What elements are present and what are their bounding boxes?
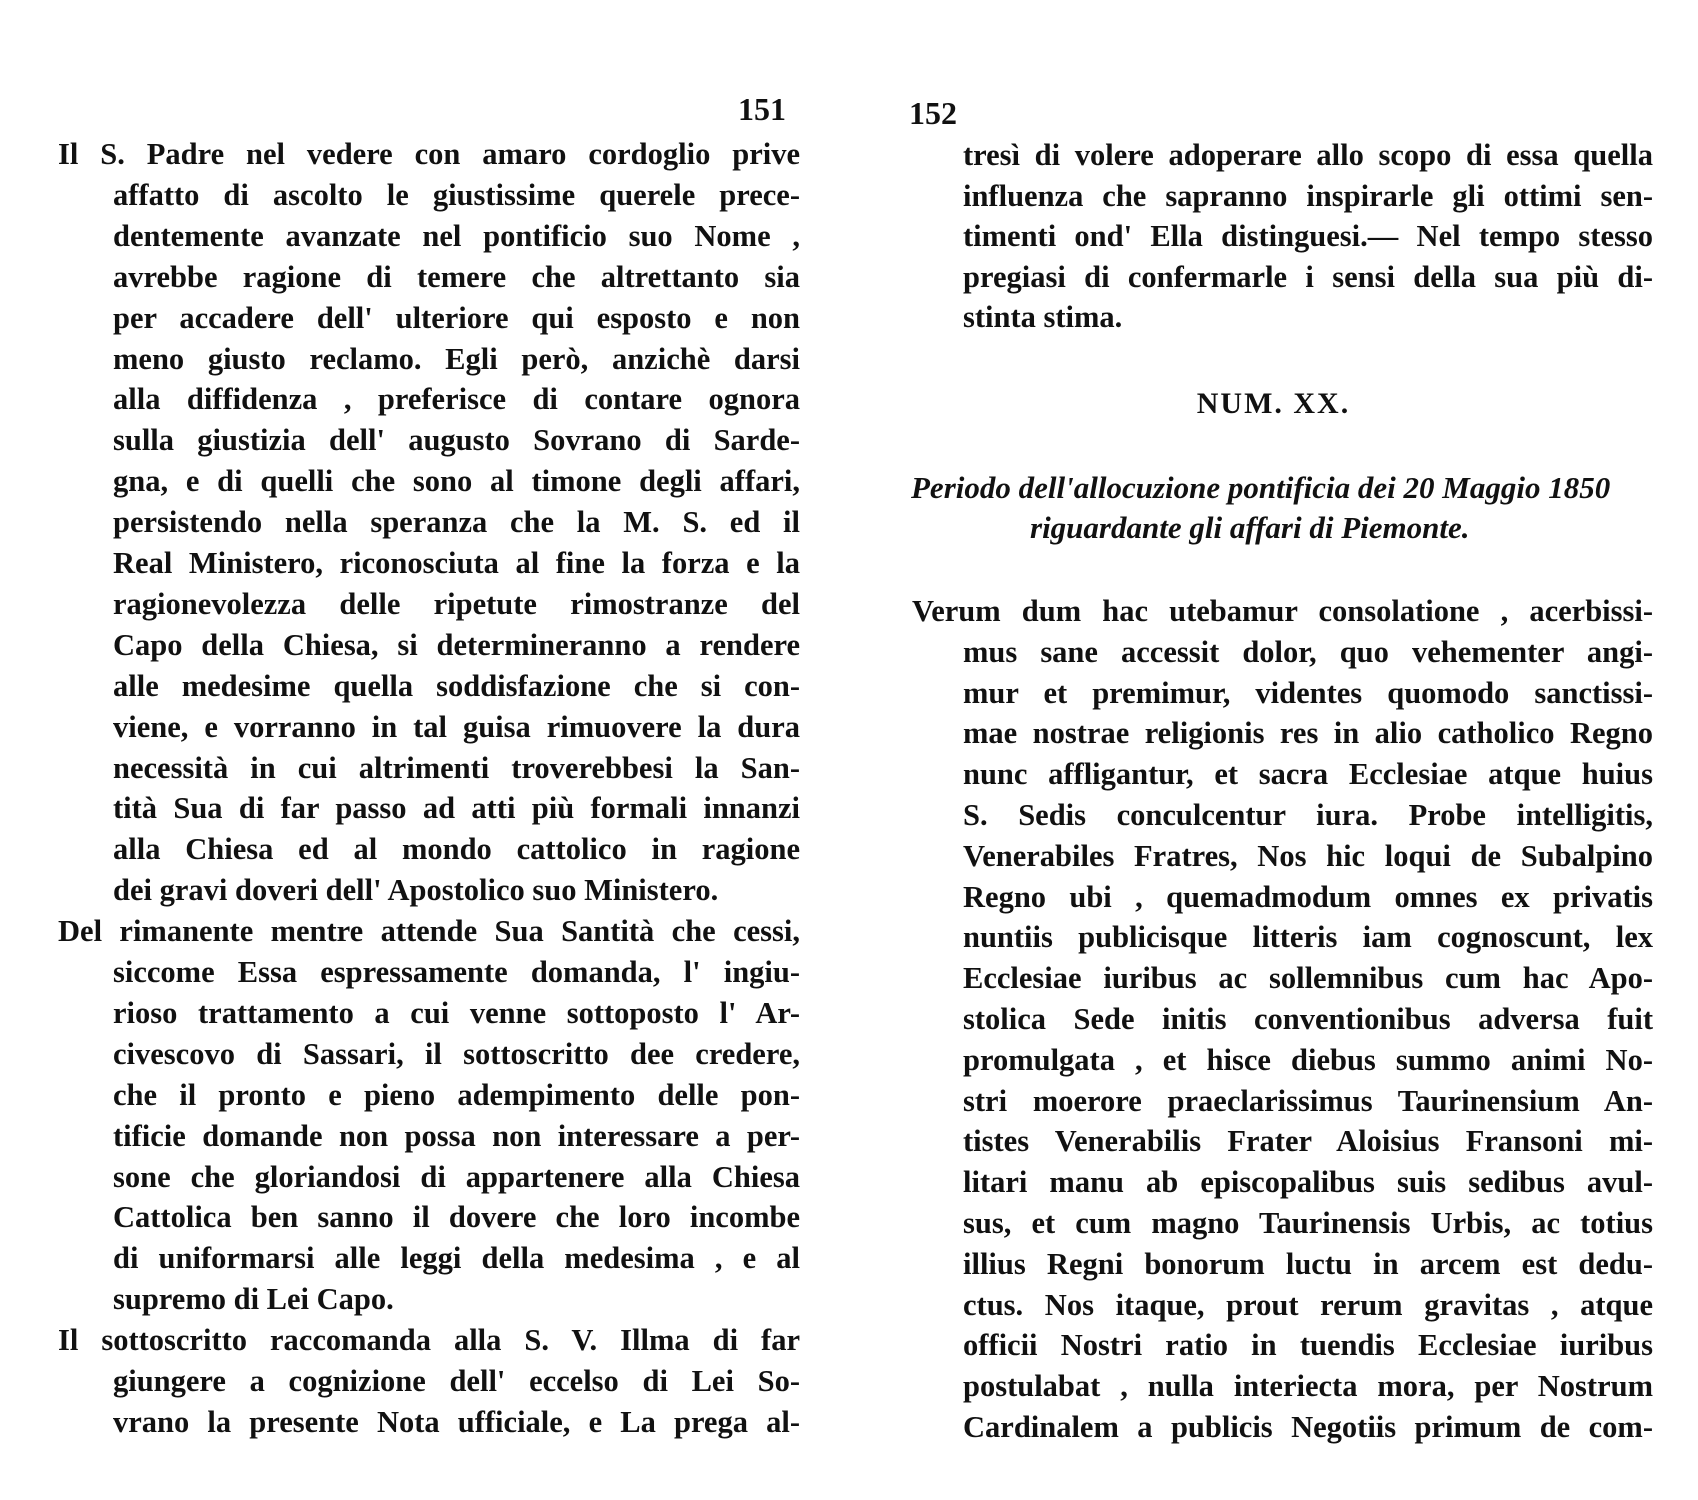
page-number: 151: [738, 91, 786, 127]
text-line: sone che gloriandosi di appartenere alla Chiesa: [113, 1159, 800, 1194]
section-number: NUM. XX.: [1196, 387, 1351, 420]
text-line: alle medesime quella soddisfazione che si con-: [113, 668, 800, 703]
text-line: tistes Venerabilis Frater Aloisius Fransoni mi-: [963, 1124, 1653, 1159]
text-line: tità Sua di far passo ad atti più formali innanzi: [113, 791, 800, 826]
text-line: sulla giustizia dell' augusto Sovrano di Sarde-: [113, 423, 800, 458]
text-line: di uniformarsi alle leggi della medesima , e al: [113, 1241, 800, 1276]
text-line: che il pronto e pieno adempimento delle pon-: [113, 1077, 800, 1112]
text-line: postulabat , nulla interiecta mora, per Nostrum: [963, 1369, 1653, 1404]
text-line: mur et premimur, videntes quomodo sanctissi-: [963, 675, 1653, 710]
right-page: [849, 0, 1698, 1500]
text-line: civescovo di Sassari, il sottoscritto dee credere,: [113, 1036, 800, 1071]
text-line: necessità in cui altrimenti troverebbesi la San-: [113, 750, 800, 785]
text-line: ragionevolezza delle ripetute rimostranze del: [113, 586, 800, 621]
text-line: nuntiis publicisque litteris iam cognoscunt, lex: [963, 920, 1653, 955]
text-line: Cattolica ben sanno il dovere che loro incombe: [113, 1200, 800, 1235]
text-line: Del rimanente mentre attende Sua Santità che cessi,: [58, 914, 800, 949]
text-line: alla diffidenza , preferisce di contare ognora: [113, 382, 800, 417]
text-line: Cardinalem a publicis Negotiis primum de com-: [963, 1410, 1653, 1444]
text-line: Il sottoscritto raccomanda alla S. V. Illma di far: [58, 1323, 800, 1358]
text-line: nunc affligantur, et sacra Ecclesiae atque huius: [963, 757, 1653, 792]
text-line: persistendo nella speranza che la M. S. ed il: [113, 505, 800, 540]
text-line: dentemente avanzate nel pontificio suo Nome ,: [113, 218, 800, 253]
text-line: officii Nostri ratio in tuendis Ecclesiae iuribus: [963, 1328, 1653, 1363]
text-line: stinta stima.: [963, 300, 1123, 334]
text-line: stolica Sede initis conventionibus adversa fuit: [963, 1002, 1653, 1036]
text-line: litari manu ab episcopalibus suis sedibus avul-: [963, 1165, 1653, 1200]
text-line: sus, et cum magno Taurinensis Urbis, ac totius: [963, 1206, 1653, 1240]
text-line: per accadere dell' ulteriore qui esposto e non: [113, 300, 800, 335]
text-line: rioso trattamento a cui venne sottoposto l' Ar-: [113, 995, 800, 1030]
text-line: illius Regni bonorum luctu in arcem est dedu-: [963, 1246, 1653, 1281]
text-line: mae nostrae religionis res in alio catholico Regno: [963, 716, 1653, 751]
text-line: vrano la presente Nota ufficiale, e La prega al-: [113, 1404, 800, 1439]
text-line: pregiasi di confermarle i sensi della sua più di-: [963, 259, 1653, 294]
text-line: viene, e vorranno in tal guisa rimuovere la dura: [113, 709, 800, 744]
text-line: supremo di Lei Capo.: [113, 1282, 394, 1317]
text-line: Ecclesiae iuribus ac sollemnibus cum hac Apo-: [963, 961, 1653, 996]
text-line: S. Sedis conculcentur iura. Probe intelligitis,: [963, 798, 1653, 832]
text-line: alla Chiesa ed al mondo cattolico in ragione: [113, 832, 800, 867]
text-line: mus sane accessit dolor, quo vehementer angi-: [963, 634, 1653, 669]
text-line: influenza che sapranno inspirarle gli ottimi sen-: [963, 178, 1653, 213]
text-line: tresì di volere adoperare allo scopo di essa quella: [963, 138, 1653, 172]
caption-line: riguardante gli affari di Piemonte.: [1030, 510, 1470, 545]
text-line: Regno ubi , quemadmodum omnes ex privatis: [963, 879, 1653, 914]
text-line: ctus. Nos itaque, prout rerum gravitas , atque: [963, 1287, 1653, 1322]
text-line: Venerabiles Fratres, Nos hic loqui de Subalpino: [963, 838, 1653, 873]
text-line: tificie domande non possa non interessare a per-: [113, 1118, 800, 1153]
page-number: 152: [909, 95, 957, 131]
text-line: siccome Essa espressamente domanda, l' ingiu-: [113, 955, 800, 989]
text-line: dei gravi doveri dell' Apostolico suo Ministero.: [113, 873, 719, 908]
caption-line: Periodo dell'allocuzione pontificia dei 20 Maggio 1850: [911, 470, 1611, 505]
text-line: Verum dum hac utebamur consolatione , acerbissi-: [912, 594, 1653, 628]
text-line: meno giusto reclamo. Egli però, anzichè darsi: [113, 341, 800, 376]
text-line: affatto di ascolto le giustissime querele prece-: [113, 177, 800, 212]
text-line: Il S. Padre nel vedere con amaro cordoglio prive: [58, 137, 800, 171]
text-line: gna, e di quelli che sono al timone degli affari,: [113, 464, 800, 499]
text-line: Capo della Chiesa, si determineranno a rendere: [113, 627, 800, 662]
text-line: promulgata , et hisce diebus summo animi No-: [963, 1042, 1653, 1077]
text-line: avrebbe ragione di temere che altrettanto sia: [113, 259, 800, 294]
text-line: Real Ministero, riconosciuta al fine la forza e la: [113, 546, 800, 580]
text-line: timenti ond' Ella distinguesi.— Nel tempo stesso: [963, 219, 1653, 253]
text-line: stri moerore praeclarissimus Taurinensium An-: [963, 1083, 1653, 1118]
text-line: giungere a cognizione dell' eccelso di Lei So-: [113, 1364, 800, 1398]
